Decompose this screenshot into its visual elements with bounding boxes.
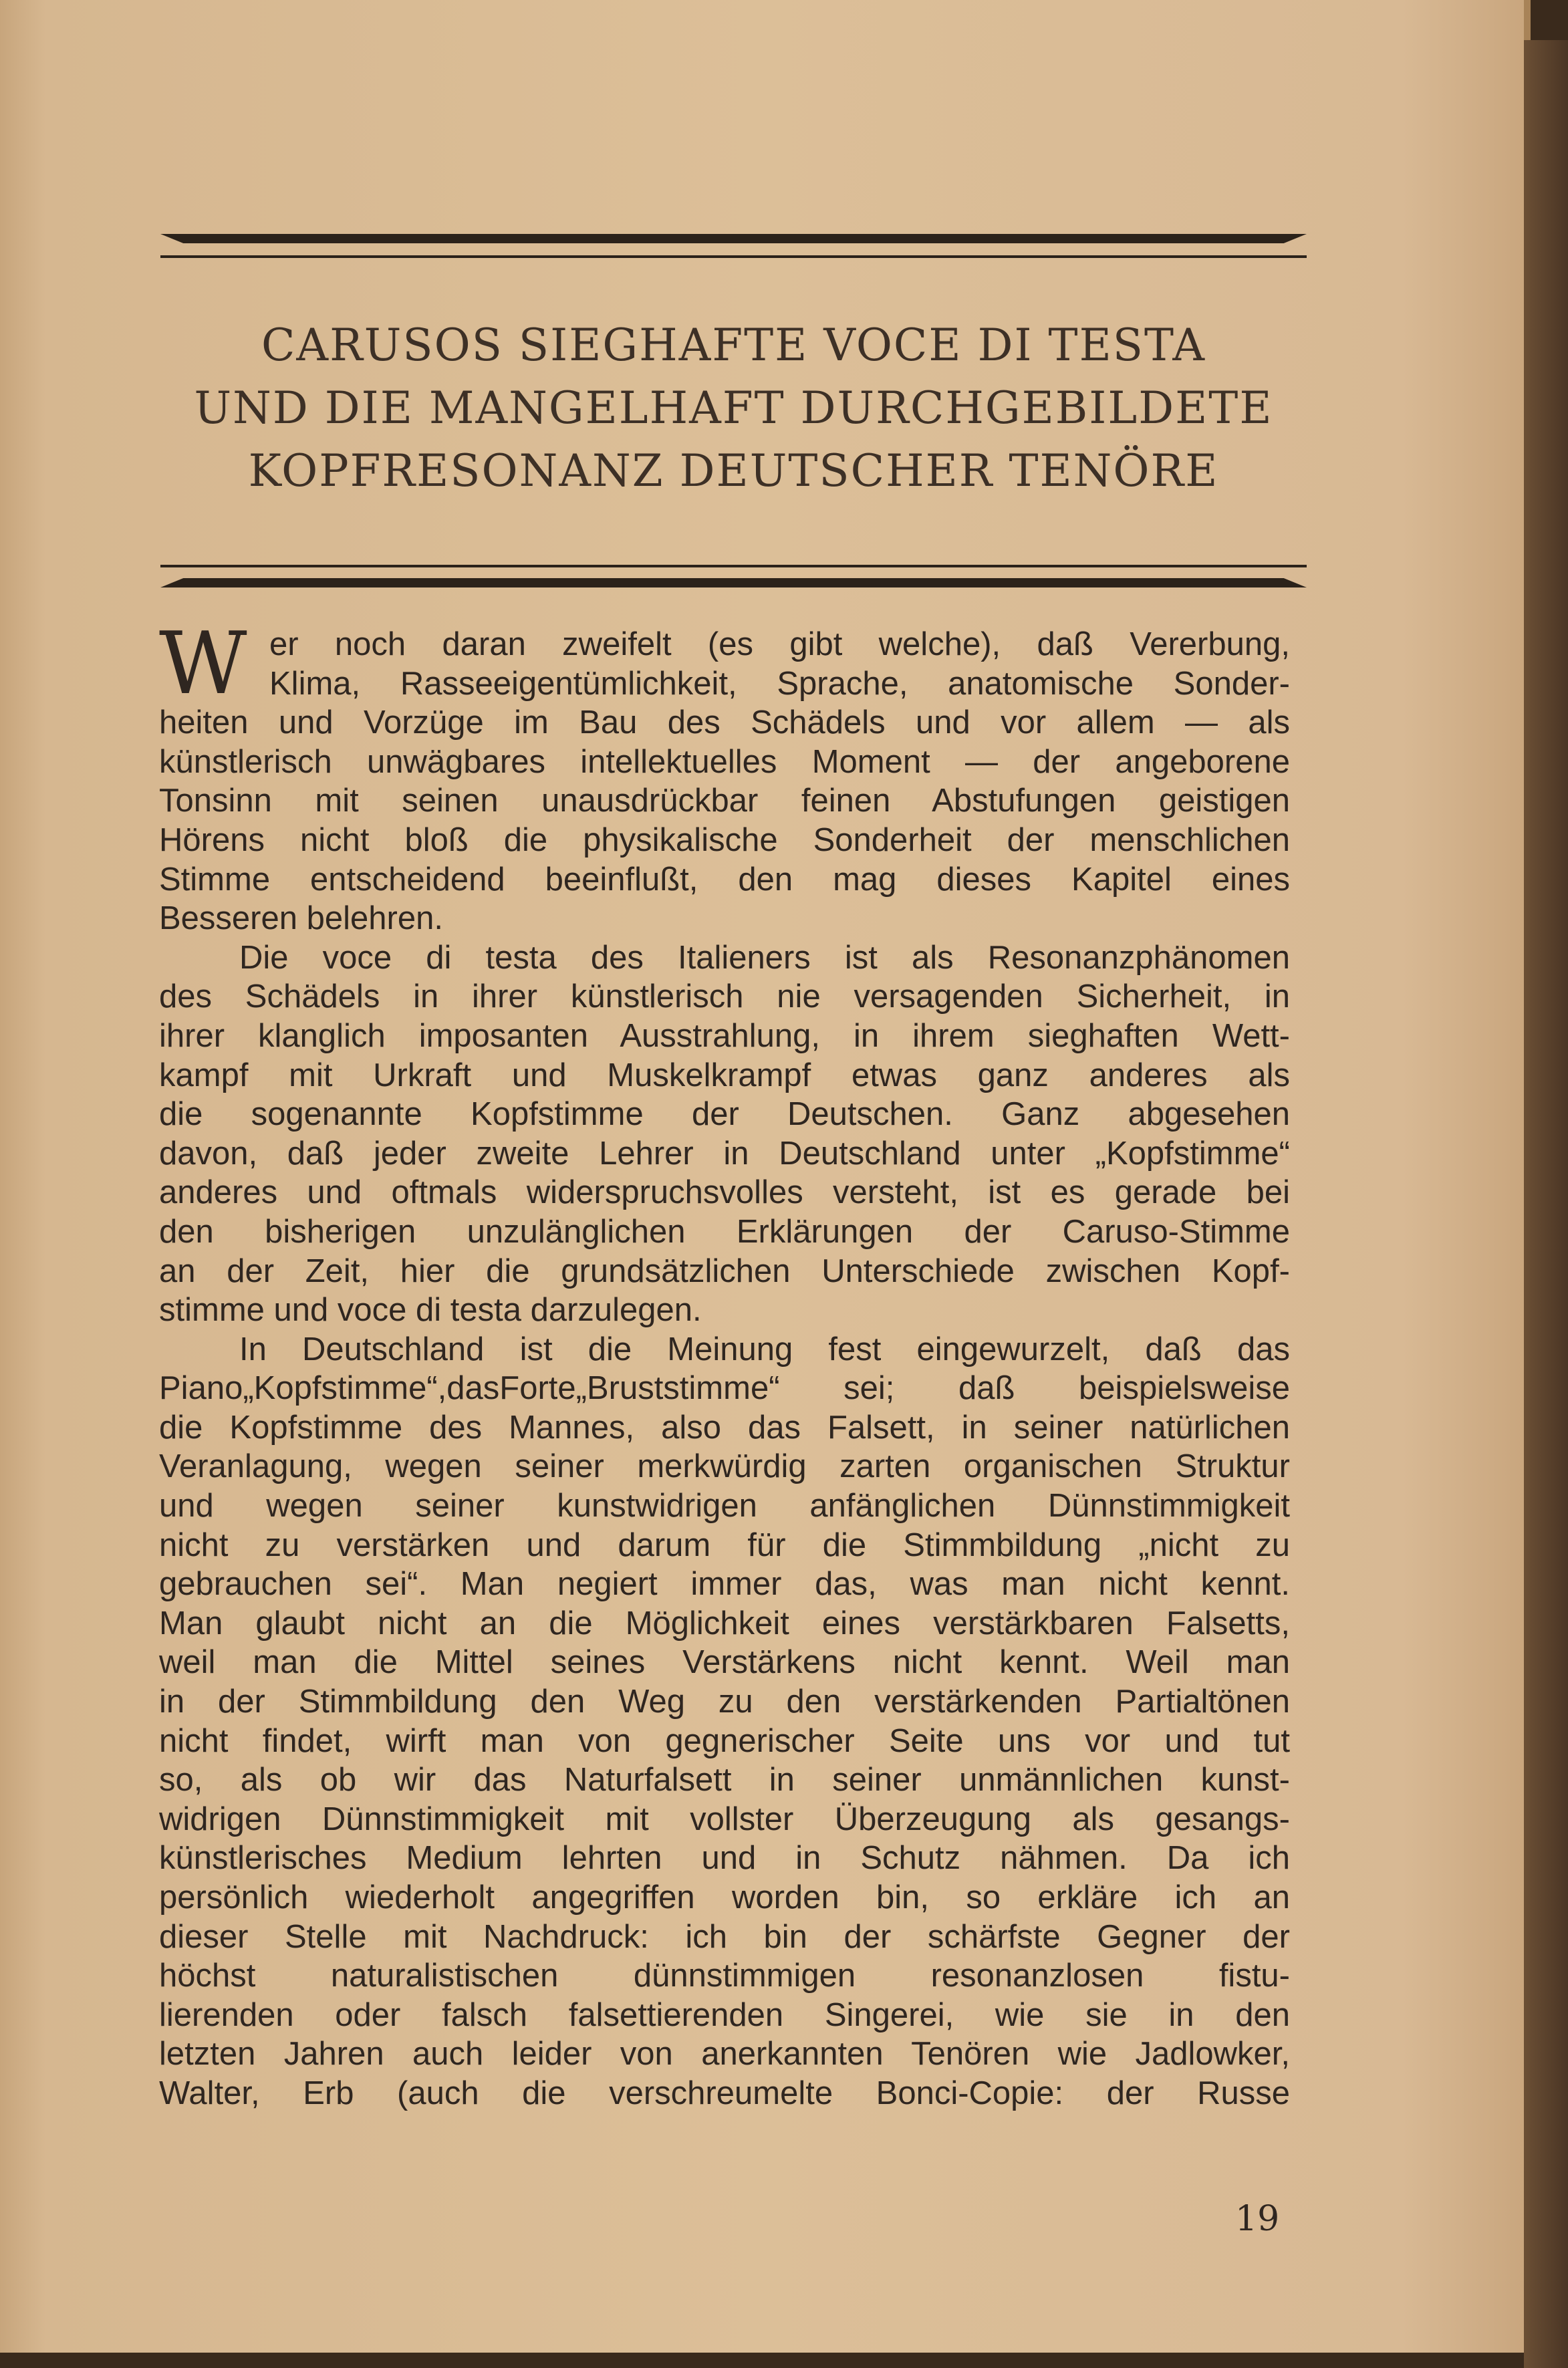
text-line: höchst naturalistischen dünnstimmigen resonanzlosen fistu- (159, 1958, 1290, 1994)
text-line: Veranlagung, wegen seiner merkwürdig zarten organischen Struktur (159, 1448, 1290, 1485)
text-line: lierenden oder falsch falsettierenden Singerei, wie sie in den (159, 1996, 1290, 2033)
text-line: weil man die Mittel seines Verstärkens nicht kennt. Weil man (159, 1644, 1290, 1681)
text-line: die Kopfstimme des Mannes, also das Falsett, in seiner natürlichen (159, 1409, 1290, 1446)
text-line: so, als ob wir das Naturfalsett in seiner unmännlichen kunst- (159, 1762, 1290, 1799)
text-line: Piano„Kopfstimme“,dasForte„Bruststimme“ sei; daß beispielsweise (159, 1370, 1290, 1407)
text-line: künstlerisch unwägbares intellektuelles Moment — der angeborene (159, 743, 1290, 780)
text-line: nicht zu verstärken und darum für die Stimmbildung „nicht zu (159, 1527, 1290, 1563)
text-line: nicht findet, wirft man von gegnerischer Seite uns vor und tut (159, 1722, 1290, 1759)
text-line: in der Stimmbildung den Weg zu den verstärkenden Partialtönen (159, 1684, 1290, 1720)
text-line: des Schädels in ihrer künstlerisch nie versagenden Sicherheit, in (159, 978, 1290, 1015)
top-thick-rule (160, 234, 1307, 243)
text-line: und wegen seiner kunstwidrigen anfänglichen Dünnstimmigkeit (159, 1488, 1290, 1525)
text-line: dieser Stelle mit Nachdruck: ich bin der schärfste Gegner der (159, 1918, 1290, 1955)
text-line: die sogenannte Kopfstimme der Deutschen. Ganz abgesehen (159, 1096, 1290, 1133)
bottom-thick-rule (160, 578, 1307, 587)
text-line: davon, daß jeder zweite Lehrer in Deutschland unter „Kopfstimme“ (159, 1135, 1290, 1172)
text-line: Hörens nicht bloß die physikalische Sonderheit der menschlichen (159, 821, 1290, 858)
text-line: ihrer klanglich imposanten Ausstrahlung, in ihrem sieghaften Wett- (159, 1017, 1290, 1054)
text-line: kampf mit Urkraft und Muskelkrampf etwas ganz anderes als (159, 1057, 1290, 1093)
text-line: Man glaubt nicht an die Möglichkeit eines verstärkbaren Falsetts, (159, 1605, 1290, 1641)
text-line: stimme und voce di testa darzulegen. (159, 1292, 702, 1329)
page-number: 19 (1235, 2199, 1280, 2239)
bottom-thin-rule (160, 565, 1307, 567)
bottom-ornamental-rule (160, 565, 1307, 587)
text-line: den bisherigen unzulänglichen Erklärungen der Caruso-Stimme (159, 1213, 1290, 1250)
text-line: Besseren belehren. (159, 900, 443, 937)
text-line: widrigen Dünnstimmigkeit mit vollster Überzeugung als gesangs- (159, 1801, 1290, 1837)
title-line: KOPFRESONANZ DEUTSCHER TENÖRE (248, 445, 1219, 497)
text-line: künstlerisches Medium lehrten und in Schutz nähmen. Da ich (159, 1840, 1290, 1877)
text-line: letzten Jahren auch leider von anerkannten Tenören wie Jadlowker, (159, 2036, 1290, 2073)
text-line: an der Zeit, hier die grundsätzlichen Unterschiede zwischen Kopf- (159, 1253, 1290, 1289)
text-line: Walter, Erb (auch die verschreumelte Bonci-Copie: der Russe (159, 2075, 1290, 2111)
text-line: persönlich wiederholt angegriffen worden bin, so erkläre ich an (159, 1879, 1290, 1916)
text-line: Die voce di testa des Italieners ist als Resonanzphänomen (239, 939, 1290, 976)
title-line: CARUSOS SIEGHAFTE VOCE DI TESTA (261, 319, 1206, 371)
text-line: Stimme entscheidend beeinflußt, den mag dieses Kapitel eines (159, 861, 1290, 898)
top-ornamental-rule (160, 234, 1307, 258)
top-thin-rule (160, 255, 1307, 258)
chapter-title (160, 314, 1307, 503)
text-line: In Deutschland ist die Meinung fest eingewurzelt, daß das (239, 1331, 1290, 1367)
drop-cap: W (159, 614, 247, 714)
text-line: anderes und oftmals widerspruchsvolles versteht, ist es gerade bei (159, 1174, 1290, 1211)
text-line: Tonsinn mit seinen unausdrückbar feinen Abstufungen geistigen (159, 783, 1290, 819)
body-text (159, 614, 1290, 2113)
text-line: er noch daran zweifelt (es gibt welche), daß Vererbung, (269, 626, 1290, 662)
book-spine-edge (1524, 40, 1568, 2368)
text-line: Klima, Rasseeigentümlichkeit, Sprache, anatomische Sonder- (269, 665, 1290, 702)
text-line: gebrauchen sei“. Man negiert immer das, was man nicht kennt. (159, 1566, 1290, 1603)
title-line: UND DIE MANGELHAFT DURCHGEBILDETE (194, 382, 1273, 434)
text-line: heiten und Vorzüge im Bau des Schädels und vor allem — als (159, 704, 1290, 741)
